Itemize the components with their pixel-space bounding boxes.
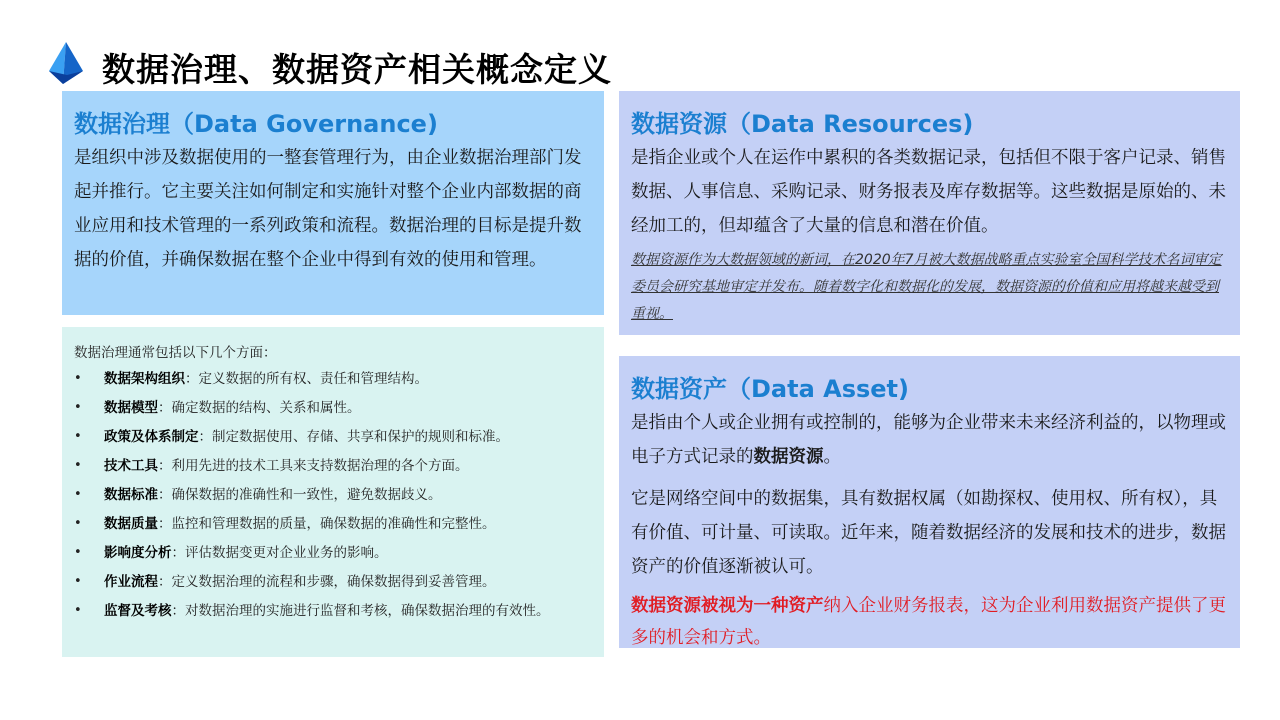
aspect-term: 数据质量 xyxy=(104,516,158,532)
aspect-desc: ：确保数据的准确性和一致性，避免数据歧义。 xyxy=(158,487,442,503)
bullet-icon: • xyxy=(74,574,82,589)
aspect-term: 影响度分析 xyxy=(104,545,172,561)
aspect-desc: ：评估数据变更对企业业务的影响。 xyxy=(171,545,388,561)
bullet-icon: • xyxy=(74,545,82,560)
aspect-desc: ：监控和管理数据的质量，确保数据的准确性和完整性。 xyxy=(158,516,496,532)
list-item xyxy=(74,455,592,477)
bullet-icon: • xyxy=(74,487,82,502)
governance-aspects-panel xyxy=(62,327,604,657)
aspect-desc: ：定义数据的所有权、责任和管理结构。 xyxy=(185,371,428,387)
resources-note: 数据资源作为大数据领域的新词，在2020年7月被大数据战略重点实验室全国科学技术名词审定委员会研究基地审定并发布。随着数字化和数据化的发展，数据资源的价值和应用将越来越受到重视。 xyxy=(631,252,1222,322)
aspect-term: 数据架构组织 xyxy=(104,371,185,387)
list-item xyxy=(74,368,592,390)
asset-body-2: 它是网络空间中的数据集，具有数据权属（如勘探权、使用权、所有权），具有价值、可计量、可读取。近年来，随着数据经济的发展和技术的进步，数据资产的价值逐渐被认可。 xyxy=(631,489,1226,577)
governance-heading: 数据治理（Data Governance) xyxy=(74,110,438,138)
list-item xyxy=(74,600,592,622)
bullet-icon: • xyxy=(74,458,82,473)
list-item xyxy=(74,513,592,535)
aspects-intro: 数据治理通常包括以下几个方面： xyxy=(74,345,277,361)
page-title: 数据治理、数据资产相关概念定义 xyxy=(102,50,612,89)
governance-body: 是组织中涉及数据使用的一整套管理行为，由企业数据治理部门发起并推行。它主要关注如何制定和实施针对整个企业内部数据的商业应用和技术管理的一系列政策和流程。数据治理的目标是提升数据的价值，并确保数据在整个企业中得到有效的使用和管理。 xyxy=(74,148,582,270)
asset-panel xyxy=(619,356,1240,648)
aspect-term: 作业流程 xyxy=(104,574,158,590)
list-item xyxy=(74,426,592,448)
aspect-term: 数据标准 xyxy=(104,487,158,503)
blue-prism-logo-icon xyxy=(47,41,85,85)
aspect-term: 监督及考核 xyxy=(104,603,172,619)
bullet-icon: • xyxy=(74,400,82,415)
aspect-desc: ：确定数据的结构、关系和属性。 xyxy=(158,400,361,416)
resources-heading: 数据资源（Data Resources) xyxy=(631,110,974,138)
aspect-term: 政策及体系制定 xyxy=(104,429,199,445)
aspect-desc: ：利用先进的技术工具来支持数据治理的各个方面。 xyxy=(158,458,469,474)
aspect-desc: ：定义数据治理的流程和步骤，确保数据得到妥善管理。 xyxy=(158,574,496,590)
asset-body-1-post: 。 xyxy=(823,447,841,467)
asset-heading: 数据资产（Data Asset) xyxy=(631,375,910,403)
asset-highlight xyxy=(631,590,1228,654)
bullet-icon: • xyxy=(74,603,82,618)
list-item xyxy=(74,542,592,564)
resources-panel xyxy=(619,91,1240,335)
aspect-desc: ：对数据治理的实施进行监督和考核，确保数据治理的有效性。 xyxy=(171,603,550,619)
bullet-icon: • xyxy=(74,429,82,444)
list-item xyxy=(74,484,592,506)
bullet-icon: • xyxy=(74,371,82,386)
asset-highlight-bold: 数据资源被视为一种资产 xyxy=(631,596,824,616)
list-item xyxy=(74,571,592,593)
asset-body-1-bold: 数据资源 xyxy=(753,447,824,467)
asset-highlight-rest: 纳入企业财务报表，这为企业利用数据资产提供了更多的机会和方式。 xyxy=(631,596,1226,648)
governance-panel xyxy=(62,91,604,315)
aspect-term: 数据模型 xyxy=(104,400,158,416)
resources-body: 是指企业或个人在运作中累积的各类数据记录，包括但不限于客户记录、销售数据、人事信息、采购记录、财务报表及库存数据等。这些数据是原始的、未经加工的，但却蕴含了大量的信息和潜在价值。 xyxy=(631,148,1226,236)
asset-body-1 xyxy=(631,406,1228,474)
asset-body-1-pre: 是指由个人或企业拥有或控制的，能够为企业带来未来经济利益的，以物理或电子方式记录的 xyxy=(631,413,1226,467)
aspects-list xyxy=(74,368,592,622)
bullet-icon: • xyxy=(74,516,82,531)
aspect-term: 技术工具 xyxy=(104,458,158,474)
aspect-desc: ：制定数据使用、存储、共享和保护的规则和标准。 xyxy=(198,429,509,445)
list-item xyxy=(74,397,592,419)
